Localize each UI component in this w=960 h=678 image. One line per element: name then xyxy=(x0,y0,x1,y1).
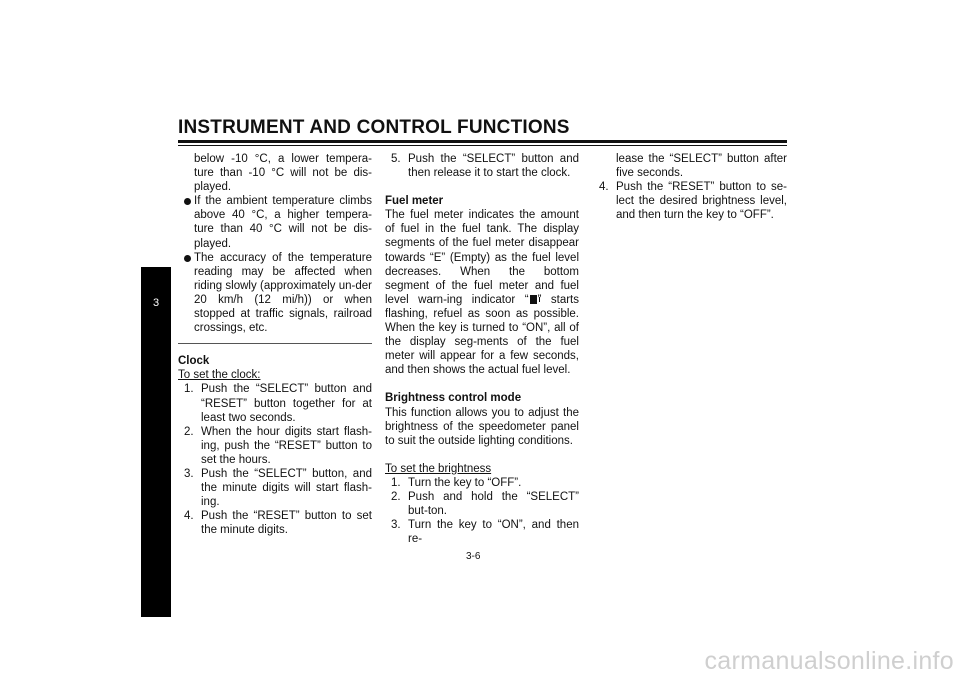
step-number: 5. xyxy=(391,153,401,165)
clock-step xyxy=(385,152,579,180)
fuel-meter-text-after: ” starts flashing, refuel as soon as possible. When the key is turned to “ON”, all of the display seg-ments of the fuel meter will appear for a few seconds, and then shows the actual fuel level. xyxy=(385,293,580,377)
page-title: INSTRUMENT AND CONTROL FUNCTIONS xyxy=(178,117,570,138)
chapter-number: 3 xyxy=(152,297,160,309)
clock-heading: Clock xyxy=(178,355,210,368)
bullet-item xyxy=(178,251,372,336)
header-rule xyxy=(178,140,787,143)
bullet-text: If the ambient temperature climbs above 40 °C, a higher tempera-ture than 40 °C will not be dis-played. xyxy=(194,195,372,250)
watermark: carmanualsonline.info xyxy=(704,647,954,675)
spacer xyxy=(385,448,579,462)
step-text: Push the “RESET” button to se-lect the desired brightness level, and then turn the key to “OFF”. xyxy=(616,181,787,222)
fuel-meter-text xyxy=(385,208,579,377)
step-text: Push the “SELECT” button, and the minute digits will start flash-ing. xyxy=(201,467,372,509)
clock-step xyxy=(178,425,372,467)
bullet-icon xyxy=(184,198,191,205)
clock-step xyxy=(178,382,372,424)
step-text: lease the “SELECT” button after five seconds. xyxy=(616,153,787,180)
brightness-step xyxy=(385,490,579,518)
brightness-subheading: To set the brightness xyxy=(385,462,492,475)
page-number: 3-6 xyxy=(466,551,481,562)
brightness-text: This function allows you to adjust the brightness of the speedometer panel to suit the outside lighting conditions. xyxy=(385,406,579,447)
bullet-icon xyxy=(184,255,191,262)
brightness-step xyxy=(385,476,579,490)
intro-continuation: below -10 °C, a lower tempera-ture than -10 °C will not be dis-played. xyxy=(194,153,372,194)
step-number: 1. xyxy=(391,476,401,489)
step-text: Push the “SELECT” button and “RESET” button together for at least two seconds. xyxy=(201,383,372,424)
bullet-text: The accuracy of the temperature reading may be affected when riding slowly (approximately un-der 20 km/h (12 mi/h)) or when stopped at traffic signals, railroad crossings, etc. xyxy=(194,251,372,335)
step-text: Turn the key to “OFF”. xyxy=(408,476,522,489)
header-rule-thin xyxy=(178,145,787,146)
step-number: 1. xyxy=(184,383,194,396)
step-text: When the hour digits start flash-ing, push the “RESET” button to set the hours. xyxy=(201,425,372,466)
brightness-step xyxy=(593,180,787,222)
column-2 xyxy=(385,152,579,546)
column-1 xyxy=(178,152,372,537)
fuel-meter-text-before: The fuel meter indicates the amount of fuel in the fuel tank. The display segments of the fuel meter disappear towards “E” (Empty) as the fuel level decreases. When the bottom segment of the fuel meter and fuel level warn-ing indicator “ xyxy=(385,209,579,306)
step-number: 3. xyxy=(391,519,401,532)
fuel-pump-icon xyxy=(530,295,537,304)
brightness-step xyxy=(593,152,787,180)
step-number: 3. xyxy=(184,467,194,480)
bullet-item xyxy=(178,194,372,250)
step-text: Push and hold the “SELECT” but-ton. xyxy=(408,490,579,518)
chapter-tab xyxy=(141,267,171,617)
clock-subheading: To set the clock: xyxy=(178,369,261,382)
clock-step xyxy=(178,509,372,537)
brightness-heading: Brightness control mode xyxy=(385,392,522,405)
section-divider xyxy=(178,343,372,344)
fuel-meter-heading: Fuel meter xyxy=(385,195,444,208)
step-number: 4. xyxy=(599,181,609,194)
step-text: Push the “RESET” button to set the minute digits. xyxy=(201,510,372,537)
spacer xyxy=(385,180,579,194)
step-text: Turn the key to “ON”, and then re- xyxy=(408,519,579,546)
spacer xyxy=(385,377,579,391)
step-number: 2. xyxy=(184,425,194,438)
step-number: 2. xyxy=(391,490,401,503)
column-3 xyxy=(593,152,787,222)
step-text: Push the “SELECT” button and then release it to start the clock. xyxy=(408,153,579,180)
brightness-step xyxy=(385,518,579,546)
step-number: 4. xyxy=(184,510,194,523)
clock-step xyxy=(178,467,372,509)
